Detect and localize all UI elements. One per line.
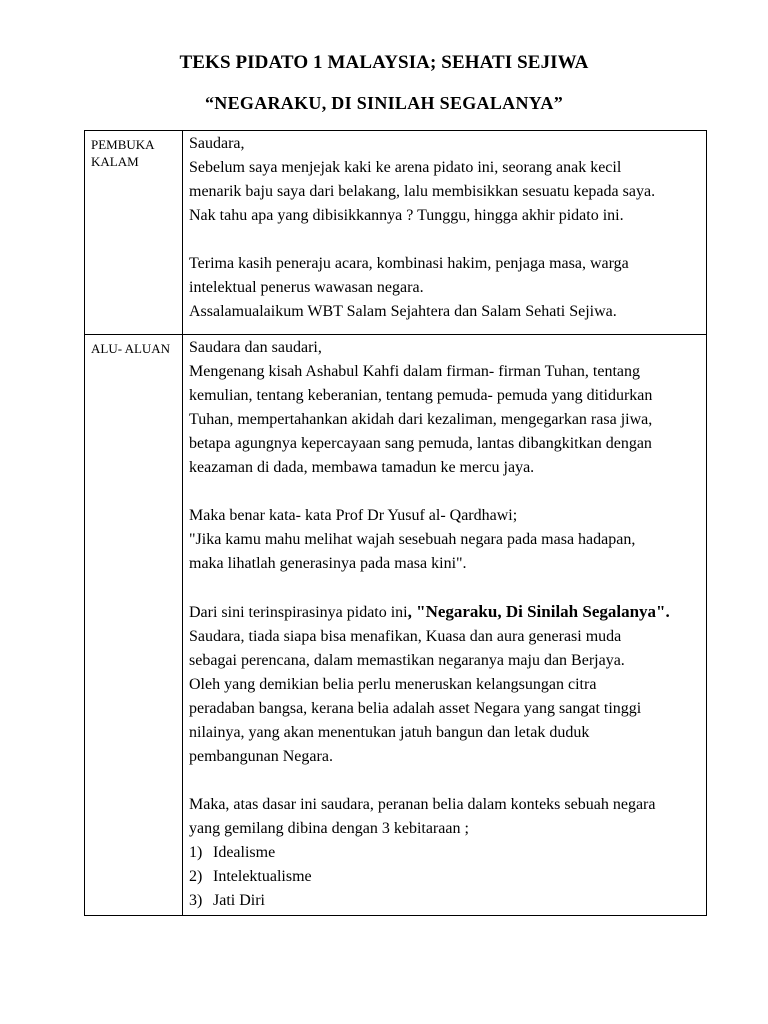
paragraph-line: betapa agungnya kepercayaan sang pemuda, lantas dibangkitkan dengan (189, 435, 652, 452)
document-subtitle: “NEGARAKU, DI SINILAH SEGALANYA” (205, 93, 563, 113)
section-body-alu-aluan (183, 335, 707, 916)
cell-bottom-padding (189, 913, 700, 915)
list-item (189, 865, 700, 889)
paragraph-line: nilainya, yang akan menentukan jatuh bangun dan letak duduk (189, 724, 590, 741)
paragraph-line: keazaman di dada, membawa tamadun ke mercu jaya. (189, 459, 535, 476)
paragraph-gap (189, 228, 700, 252)
list-item-number: 3) (189, 892, 203, 909)
paragraph-line: menarik baju saya dari belakang, lalu membisikkan sesuatu kepada saya. (189, 183, 656, 200)
quote-line: "Jika kamu mahu melihat wajah sesebuah negara pada masa hadapan, (189, 531, 636, 548)
paragraph-line: Maka benar kata- kata Prof Dr Yusuf al- Qardhawi; (189, 507, 518, 524)
list-item (189, 841, 700, 865)
paragraph-line: sebagai perencana, dalam memastikan negaranya maju dan Berjaya. (189, 652, 625, 669)
paragraph-line: Assalamualaikum WBT Salam Sejahtera dan Salam Sehati Sejiwa. (189, 303, 617, 320)
pillars-list (189, 841, 700, 913)
paragraph-gap (189, 576, 700, 600)
document-title: TEKS PIDATO 1 MALAYSIA; SEHATI SEJIWA (179, 52, 589, 73)
paragraph-line: yang gemilang dibina dengan 3 kebitaraan ; (189, 820, 469, 837)
section-row-alu-aluan (85, 335, 707, 916)
paragraph-line: Tuhan, mempertahankan akidah dari kezaliman, mengegarkan rasa jiwa, (189, 411, 653, 428)
paragraph-line (189, 600, 700, 625)
speech-title-emphasis: , "Negaraku, Di Sinilah Segalanya". (407, 602, 670, 621)
paragraph-line: Saudara dan saudari, (189, 339, 322, 356)
paragraph-gap (189, 480, 700, 504)
paragraph-line: Nak tahu apa yang dibisikkannya ? Tunggu, hingga akhir pidato ini. (189, 207, 624, 224)
inspiration-text: Dari sini terinspirasinya pidato ini (189, 604, 408, 621)
list-item-number: 1) (189, 844, 203, 861)
list-item-number: 2) (189, 868, 203, 885)
paragraph-line: Mengenang kisah Ashabul Kahfi dalam firman- firman Tuhan, tentang (189, 363, 641, 380)
section-label-pembuka-kalam: PEMBUKA KALAM (85, 131, 183, 335)
speech-table (84, 130, 707, 916)
list-item (189, 889, 700, 913)
paragraph-line: Terima kasih peneraju acara, kombinasi hakim, penjaga masa, warga (189, 255, 629, 272)
quote-line: maka lihatlah generasinya pada masa kini". (189, 555, 467, 572)
paragraph-line: Saudara, tiada siapa bisa menafikan, Kuasa dan aura generasi muda (189, 628, 622, 645)
section-label-alu-aluan: ALU- ALUAN (85, 335, 183, 916)
paragraph-line: Saudara, (189, 135, 245, 152)
paragraph-gap (189, 769, 700, 793)
paragraph-line: intelektual penerus wawasan negara. (189, 279, 424, 296)
list-item-text: Jati Diri (213, 892, 265, 909)
section-row-pembuka-kalam (85, 131, 707, 335)
paragraph-line: Sebelum saya menjejak kaki ke arena pidato ini, seorang anak kecil (189, 159, 622, 176)
section-body-pembuka-kalam (183, 131, 707, 335)
paragraph-line: Maka, atas dasar ini saudara, peranan belia dalam konteks sebuah negara (189, 796, 656, 813)
paragraph-line: kemulian, tentang keberanian, tentang pemuda- pemuda yang ditidurkan (189, 387, 653, 404)
list-item-text: Intelektualisme (213, 868, 312, 885)
list-item-text: Idealisme (213, 844, 276, 861)
paragraph-line: pembangunan Negara. (189, 748, 333, 765)
cell-bottom-padding (189, 324, 700, 334)
paragraph-line: Oleh yang demikian belia perlu meneruskan kelangsungan citra (189, 676, 597, 693)
paragraph-line: peradaban bangsa, kerana belia adalah asset Negara yang sangat tinggi (189, 700, 642, 717)
